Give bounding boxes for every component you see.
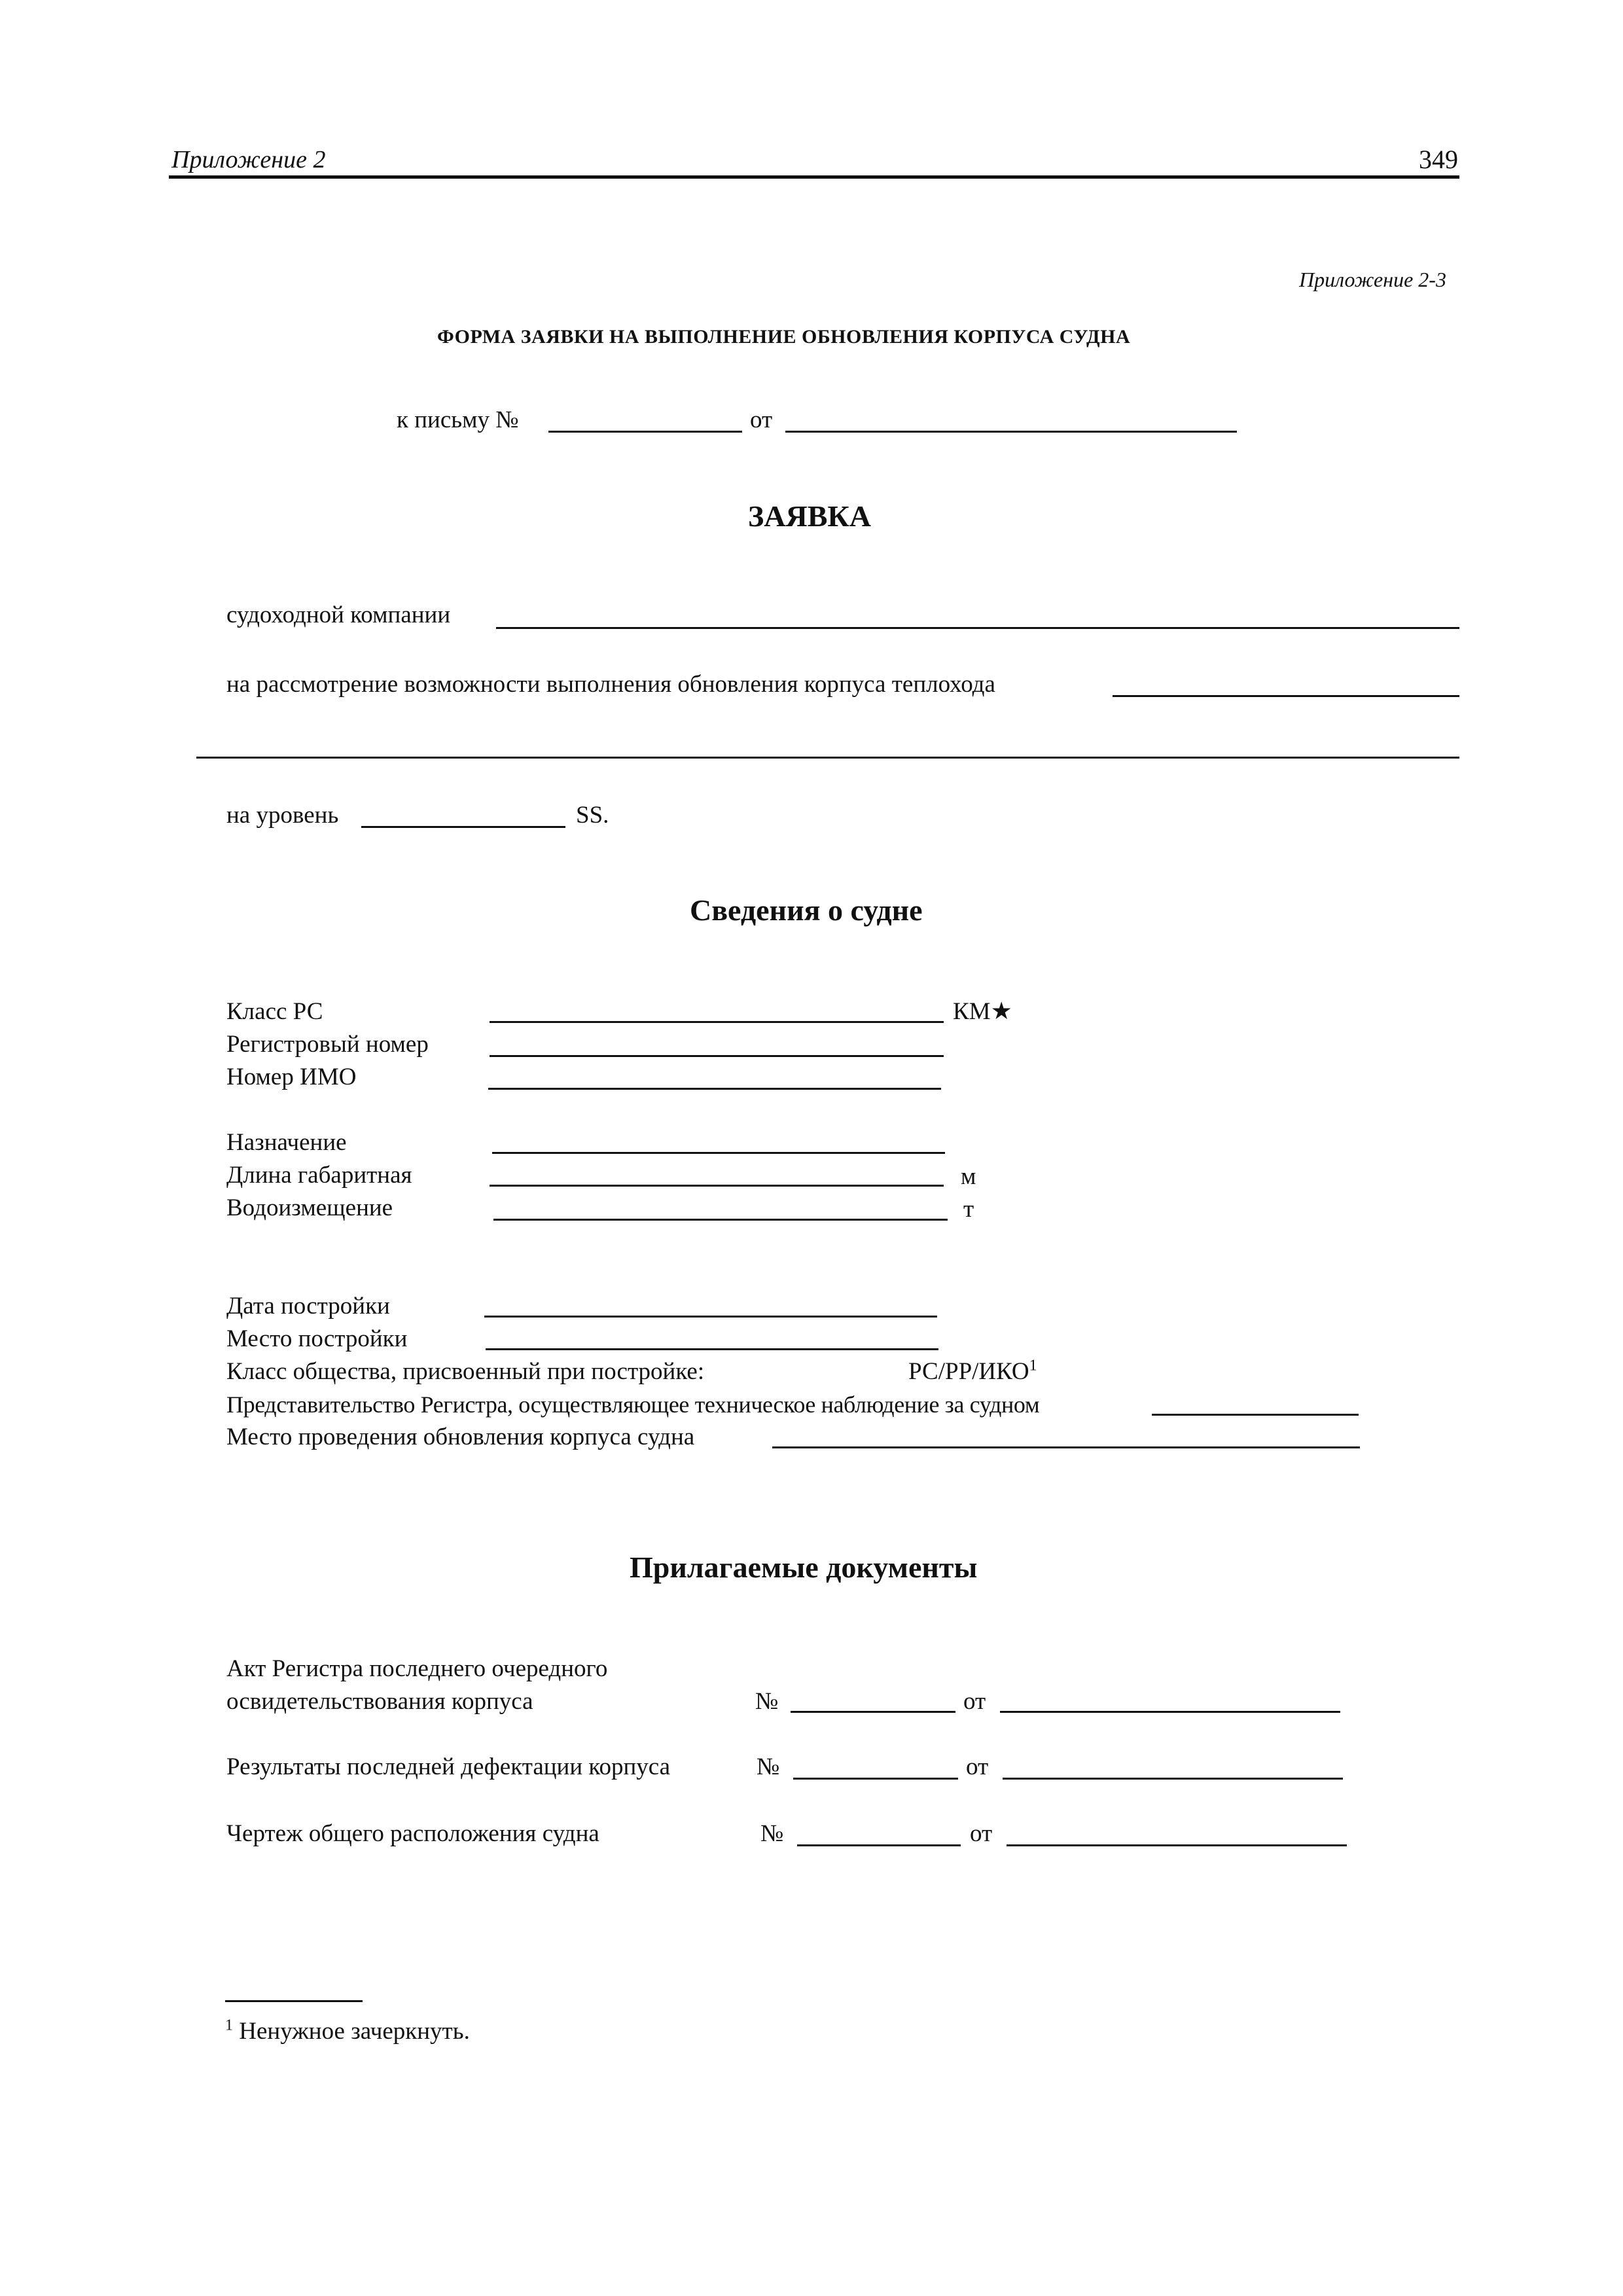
doc3-date-label: от [970, 1820, 993, 1847]
doc1-label-line1: Акт Регистра последнего очередного [226, 1655, 608, 1682]
appendix-label: Приложение 2-3 [1299, 268, 1446, 291]
class-rs-field[interactable] [490, 1021, 944, 1023]
level-label: на уровень [226, 802, 339, 829]
letter-date-label: от [750, 406, 773, 433]
documents-heading: Прилагаемые документы [630, 1551, 978, 1584]
build-place-field[interactable] [486, 1348, 938, 1350]
header-rule [169, 175, 1459, 179]
running-header-section: Приложение 2 [171, 146, 326, 173]
vessel-info-heading: Сведения о судне [690, 893, 923, 927]
level-suffix: SS. [576, 802, 609, 829]
footnote-rule [225, 2000, 363, 2002]
class-rs-label: Класс РС [226, 998, 323, 1025]
doc3-date-field[interactable] [1007, 1844, 1347, 1846]
class-rs-suffix: КМ★ [953, 998, 1012, 1025]
society-class-label: Класс общества, присвоенный при постройке: [226, 1358, 705, 1385]
doc3-label: Чертеж общего расположения судна [226, 1820, 599, 1847]
doc1-number-label: № [755, 1688, 779, 1715]
imo-number-label: Номер ИМО [226, 1064, 357, 1090]
footnote-reference: 1 [1029, 1357, 1037, 1374]
letter-number-field[interactable] [548, 431, 742, 433]
register-office-label: Представительство Регистра, осуществляющее техническое наблюдение за судном [226, 1391, 1040, 1418]
letter-date-field[interactable] [785, 431, 1237, 433]
doc2-date-field[interactable] [1003, 1778, 1343, 1780]
level-field[interactable] [361, 826, 565, 828]
footnote-text: Ненужное зачеркнуть. [239, 2018, 470, 2045]
length-unit: м [961, 1163, 976, 1190]
length-label: Длина габаритная [226, 1162, 412, 1189]
vessel-name-continuation-field[interactable] [196, 757, 1459, 759]
doc1-date-field[interactable] [1000, 1711, 1340, 1713]
renewal-place-label: Место проведения обновления корпуса судна [226, 1424, 695, 1450]
company-label: судоходной компании [226, 601, 451, 628]
main-heading: ЗАЯВКА [748, 499, 871, 533]
vessel-name-field[interactable] [1113, 695, 1459, 697]
doc3-number-field[interactable] [797, 1844, 961, 1846]
doc1-date-label: от [963, 1688, 986, 1715]
doc1-number-field[interactable] [791, 1711, 955, 1713]
imo-number-field[interactable] [488, 1088, 941, 1090]
doc1-label-line2: освидетельствования корпуса [226, 1688, 533, 1715]
letter-number-label: к письму № [397, 406, 519, 433]
reg-number-label: Регистровый номер [226, 1031, 429, 1058]
renewal-place-field[interactable] [772, 1446, 1360, 1448]
page-number: 349 [1419, 145, 1458, 174]
doc2-number-label: № [757, 1753, 780, 1780]
form-title: ФОРМА ЗАЯВКИ НА ВЫПОЛНЕНИЕ ОБНОВЛЕНИЯ КОРПУСА СУДНА [437, 326, 1131, 348]
doc3-number-label: № [760, 1820, 784, 1847]
purpose-label: на рассмотрение возможности выполнения обновления корпуса теплохода [226, 671, 995, 698]
doc2-number-field[interactable] [793, 1778, 958, 1780]
society-class-options-text: РС/РР/ИКО [908, 1358, 1029, 1385]
build-date-field[interactable] [484, 1316, 937, 1318]
footnote-mark: 1 [225, 2017, 233, 2034]
displacement-unit: т [963, 1196, 974, 1223]
company-field[interactable] [496, 627, 1459, 629]
doc2-label: Результаты последней дефектации корпуса [226, 1753, 671, 1780]
vessel-purpose-field[interactable] [492, 1152, 945, 1154]
register-office-field[interactable] [1152, 1414, 1359, 1416]
displacement-field[interactable] [493, 1219, 948, 1221]
build-place-label: Место постройки [226, 1325, 408, 1352]
doc2-date-label: от [966, 1753, 989, 1780]
length-field[interactable] [490, 1185, 944, 1187]
build-date-label: Дата постройки [226, 1293, 390, 1319]
reg-number-field[interactable] [490, 1055, 944, 1057]
footnote [225, 2017, 470, 2046]
displacement-label: Водоизмещение [226, 1194, 393, 1221]
vessel-purpose-label: Назначение [226, 1129, 347, 1156]
society-class-options [908, 1357, 1037, 1386]
